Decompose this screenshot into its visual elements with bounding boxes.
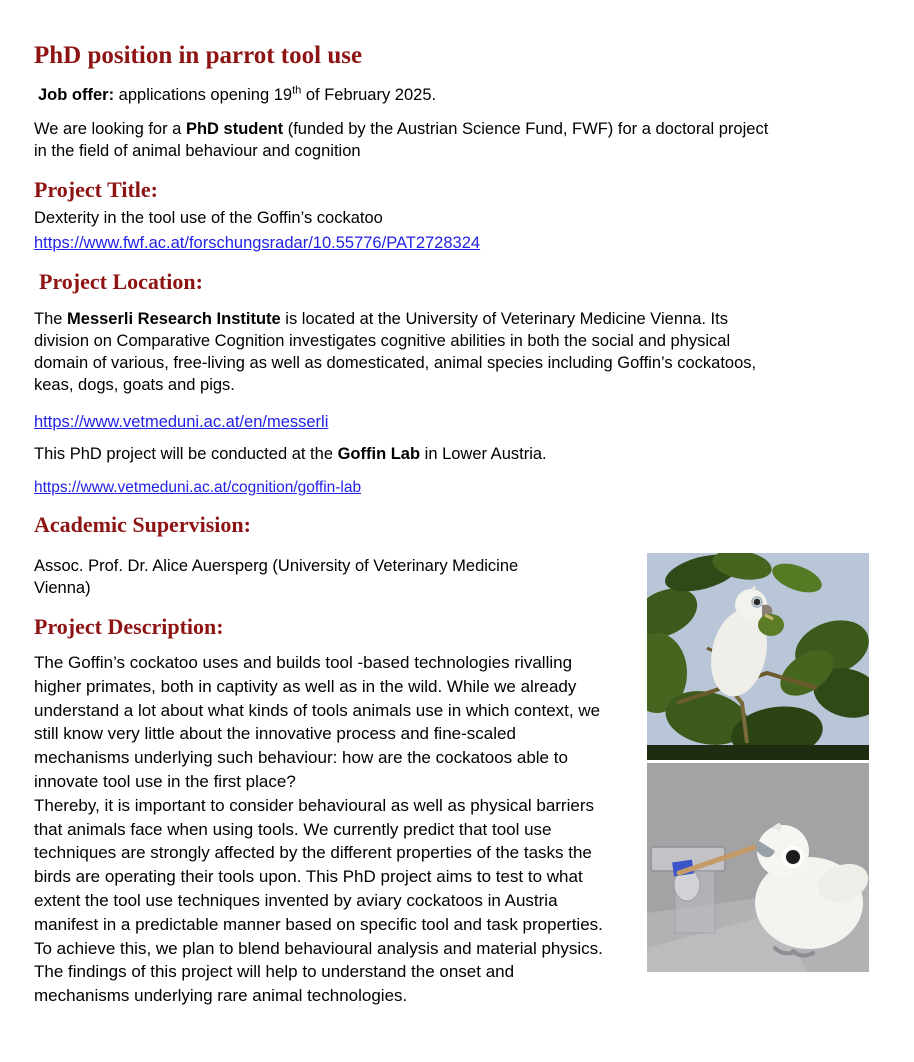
fwf-link[interactable]: https://www.fwf.ac.at/forschungsradar/10.55776/PAT2728324 (34, 234, 481, 252)
fwf-link-line (34, 232, 914, 254)
location-paragraph (34, 308, 782, 396)
job-offer-label: Job offer: (38, 86, 115, 104)
heading-academic-supervision: Academic Supervision: (34, 512, 251, 537)
goffin-text-pre: This PhD project will be conducted at the (34, 445, 338, 463)
project-title-line: Dexterity in the tool use of the Goffin’s cockatoo (34, 209, 383, 227)
job-offer-line (34, 84, 914, 106)
intro-text-bold: PhD student (185, 120, 284, 138)
intro-text-post: (funded by the Austrian Science Fund, FWF) for a doctoral project in the field of animal behaviour and cognition (34, 120, 769, 160)
heading-project-location: Project Location: (39, 269, 203, 294)
heading-project-title: Project Title: (34, 177, 159, 202)
goffin-lab-link[interactable]: https://www.vetmeduni.ac.at/cognition/goffin-lab (34, 479, 362, 496)
wild-cockatoo-photo (647, 553, 869, 760)
messerli-link[interactable]: https://www.vetmeduni.ac.at/en/messerli (34, 413, 329, 431)
description-paragraph-1: The Goffin’s cockatoo uses and builds tool -based technologies rivalling higher primates, both in captivity as well as in the wild. While we already understand a lot about what kinds of tools animals use in which context, we still know very little about the innovative process and fine-scaled mechanisms underlying such behaviour: how are the cockatoos able to innovate tool use in the first place? (34, 653, 601, 791)
location-text-post: is located at the University of Veterinary Medicine Vienna. Its division on Comparative Cognition investigates cognitive abilities in both the social and physical domain of various, free-living as well as domesticated, animal species including Goffin’s cockatoos, keas, dogs, goats and pigs. (34, 310, 757, 394)
location-text-bold: Messerli Research Institute (67, 310, 281, 328)
intro-paragraph (34, 118, 779, 162)
description-paragraph-2: Thereby, it is important to consider behavioural as well as physical barriers that animals face when using tools. We currently predict that tool use techniques are strongly affected by the different properties of the tasks the birds are operating their tools upon. This PhD project aims to test to what extent the tool use techniques invented by aviary cockatoos in Austria manifest in a predictable manner based on specific tool and task properties. To achieve this, we plan to blend behavioural analysis and material physics. The findings of this project will help to understand the onset and mechanisms underlying rare animal technologies. (34, 795, 603, 1006)
location-text-pre: The (34, 310, 68, 328)
job-offer-text: applications opening 19 (114, 86, 293, 104)
goffin-text-bold: Goffin Lab (337, 445, 421, 463)
job-offer-text-end: of February 2025. (301, 86, 437, 104)
lab-cockatoo-photo (647, 763, 869, 972)
goffin-lab-link-line (34, 478, 914, 497)
goffin-lab-line (34, 443, 914, 465)
heading-project-description: Project Description: (34, 614, 224, 639)
messerli-link-line (34, 411, 914, 433)
supervisor-line: Assoc. Prof. Dr. Alice Auersperg (University of Veterinary Medicine Vienna) (34, 557, 519, 597)
page-title: PhD position in parrot tool use (34, 42, 363, 69)
job-offer-superscript: th (292, 84, 302, 97)
goffin-text-post: in Lower Austria. (420, 445, 547, 463)
intro-text-pre: We are looking for a (34, 120, 186, 138)
